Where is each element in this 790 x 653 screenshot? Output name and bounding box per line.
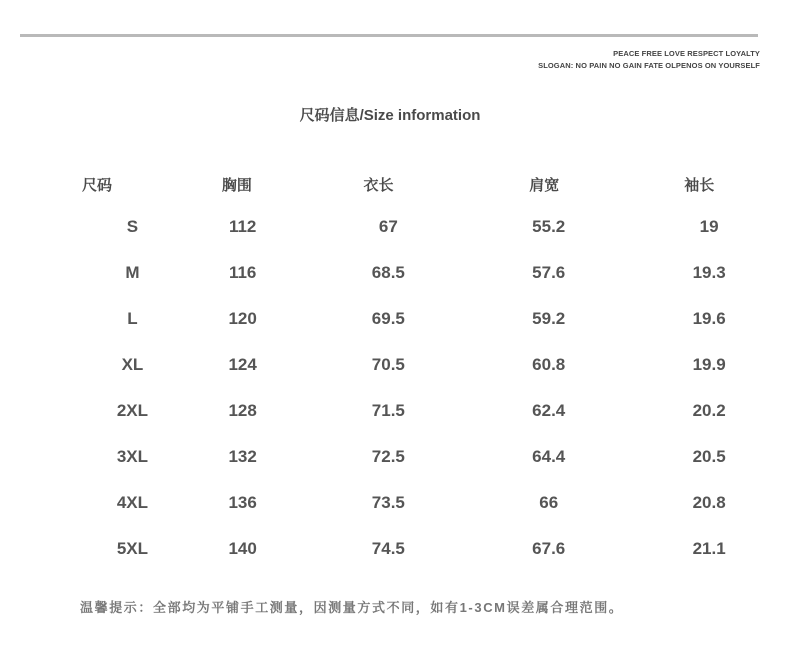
cell-size: S [126,217,139,236]
table-row [70,342,790,388]
top-divider [20,34,758,37]
cell-shoulder: 55.2 [532,217,566,236]
page-title: 尺码信息/Size information [299,107,481,124]
cell-length: 67 [378,217,398,236]
cell-sleeve: 21.1 [692,539,726,558]
table-row [70,388,790,434]
cell-chest: 124 [228,355,257,374]
cell-shoulder: 59.2 [532,309,566,328]
cell-size: 2XL [116,401,149,420]
cell-length: 71.5 [371,401,405,420]
table-row [70,434,790,480]
column-header-chest: 胸围 [221,176,252,194]
cell-size: 4XL [116,493,149,512]
cell-shoulder: 62.4 [532,401,566,420]
cell-sleeve: 19.3 [692,263,726,282]
cell-sleeve: 19.9 [692,355,726,374]
cell-shoulder: 64.4 [532,447,566,466]
column-header-shoulder: 肩宽 [529,176,560,194]
cell-chest: 116 [228,263,257,282]
table-row [70,480,790,526]
column-header-sleeve: 袖长 [684,176,715,194]
cell-length: 72.5 [371,447,405,466]
cell-size: XL [121,355,144,374]
cell-size: M [125,263,140,282]
column-header-length: 衣长 [363,176,394,194]
table-row [70,204,790,250]
slogan-line-1: PEACE FREE LOVE RESPECT LOYALTY [613,49,760,58]
cell-shoulder: 67.6 [532,539,566,558]
measurement-note: 温馨提示：全部均为平铺手工测量，因测量方式不同，如有1-3CM误差属合理范围。 [80,600,624,615]
cell-chest: 132 [228,447,257,466]
cell-length: 74.5 [371,539,405,558]
cell-length: 70.5 [371,355,405,374]
table-header-row [70,164,790,204]
cell-length: 68.5 [371,263,405,282]
cell-chest: 136 [228,493,257,512]
cell-sleeve: 19.6 [692,309,726,328]
table-row [70,250,790,296]
cell-sleeve: 20.2 [692,401,726,420]
table-row [70,296,790,342]
cell-sleeve: 20.5 [692,447,726,466]
cell-chest: 140 [228,539,257,558]
cell-chest: 128 [228,401,257,420]
cell-shoulder: 66 [539,493,559,512]
table-row [70,526,790,572]
cell-length: 69.5 [371,309,405,328]
cell-size: 5XL [116,539,149,558]
cell-size: L [127,309,138,328]
size-table [70,164,790,572]
cell-shoulder: 57.6 [532,263,566,282]
cell-chest: 120 [228,309,257,328]
cell-length: 73.5 [371,493,405,512]
column-header-size: 尺码 [82,176,113,194]
cell-sleeve: 20.8 [692,493,726,512]
cell-chest: 112 [228,217,257,236]
cell-size: 3XL [116,447,149,466]
cell-sleeve: 19 [699,217,719,236]
cell-shoulder: 60.8 [532,355,566,374]
slogan-line-2: SLOGAN: NO PAIN NO GAIN FATE OLPENOS ON YOURSELF [538,61,760,70]
